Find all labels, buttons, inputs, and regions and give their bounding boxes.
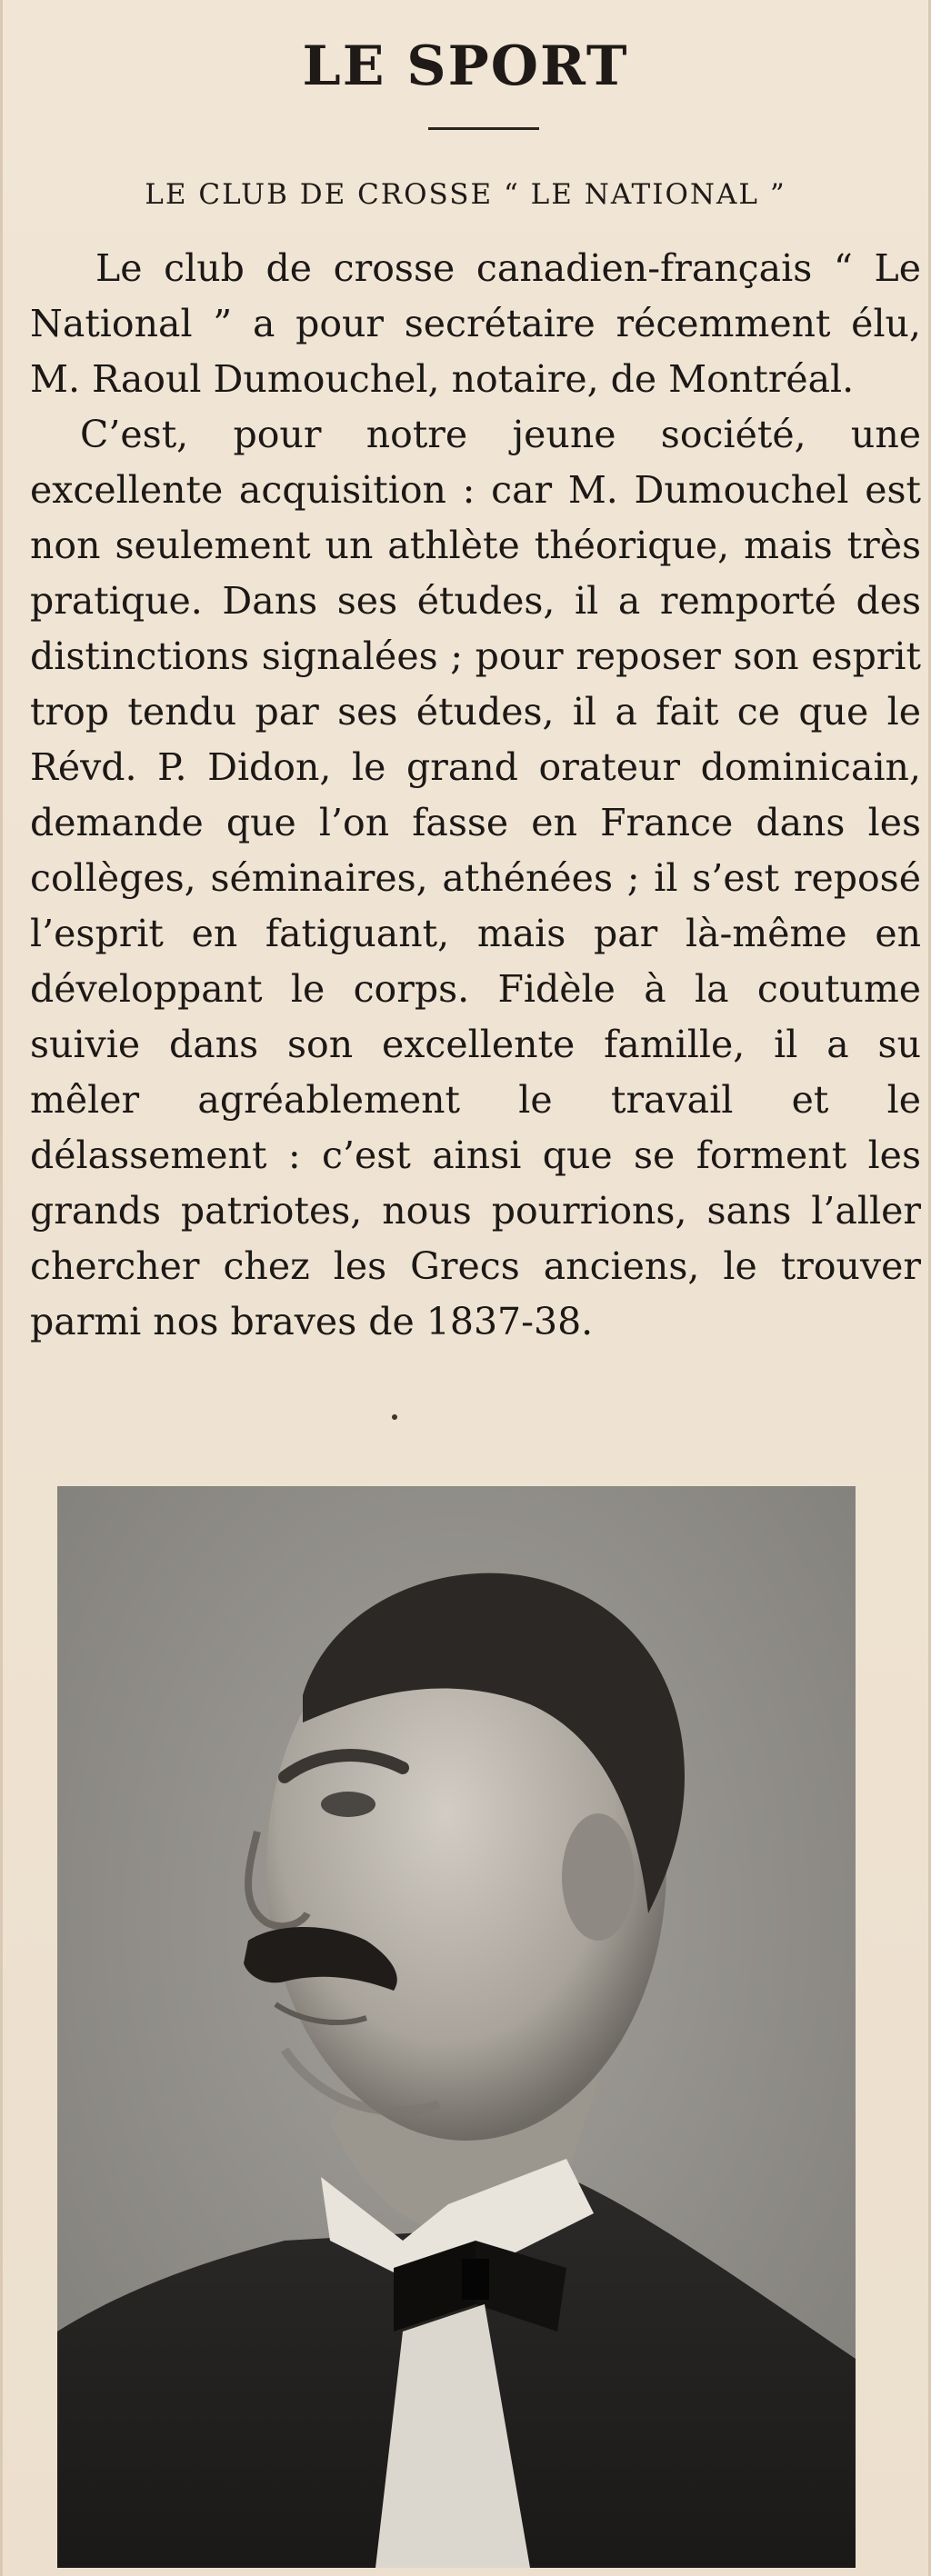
article-body: [30, 241, 921, 1350]
title-divider: [428, 127, 539, 130]
portrait-photo-icon: [57, 1486, 856, 2568]
ink-dot: [392, 1414, 397, 1420]
section-title: LE SPORT: [302, 35, 629, 98]
article-title: LE CLUB DE CROSSE “ LE NATIONAL ”: [145, 178, 786, 211]
article-paragraph-1: Le club de crosse canadien-français “ Le National ” a pour secrétaire récemment élu, M. Raoul Dumouchel, notaire, de Montréal.: [30, 246, 921, 401]
article-paragraph-2: C’est, pour notre jeune société, une excellente acquisition : car M. Dumouchel est non seulement un athlète théorique, mais très pratique. Dans ses études, il a remporté des distinctions signalées ; pour reposer son esprit trop tendu par ses études, il a fait ce que le Révd. P. Didon, le grand orateur dominicain, demande que l’on fasse en France dans les collèges, séminaires, athénées ; il s’est reposé l’esprit en fatiguant, mais par là-même en développant le corps. Fidèle à la coutume suivie dans son excellente famille, il a su mêler agréablement le travail et le délassement : c’est ainsi que se forment les grands patriotes, nous pourrions, sans l’aller chercher chez les Grecs anciens, le trouver parmi nos braves de 1837-38.: [30, 413, 921, 1343]
portrait-photo: [57, 1486, 856, 2568]
